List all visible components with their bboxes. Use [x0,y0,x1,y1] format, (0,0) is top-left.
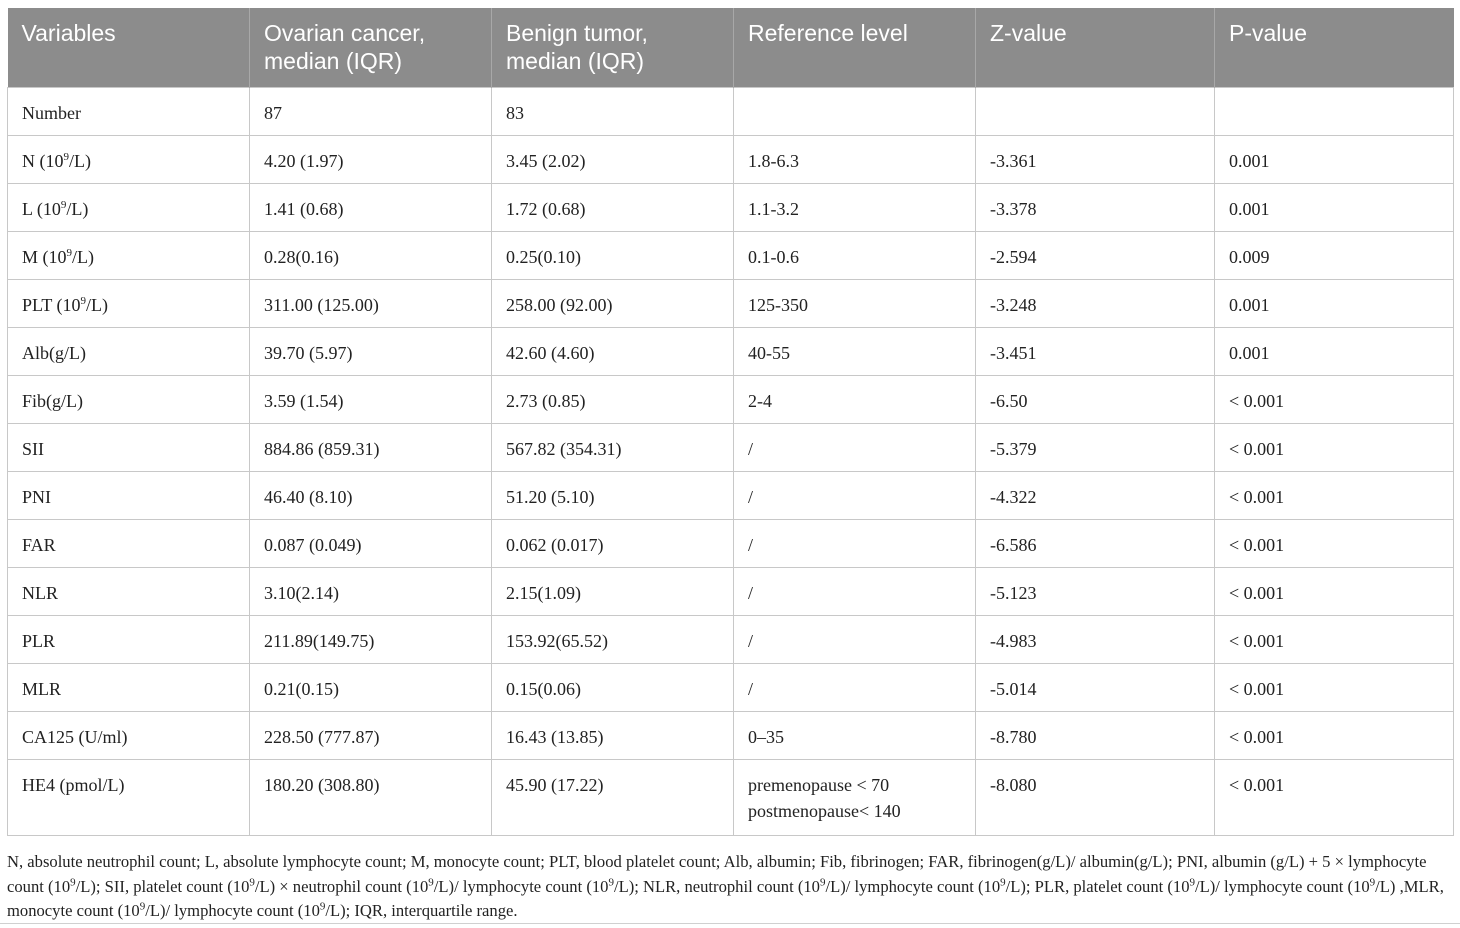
cell-benign [492,424,734,472]
cell-p [1215,760,1454,836]
cell-p-text: < 0.001 [1229,439,1285,459]
table-header [8,8,1454,88]
cell-ovarian [250,88,492,136]
table-row [8,472,1454,520]
cell-p-text: 0.001 [1229,151,1270,171]
header-ovarian-cancer: Ovarian cancer, median (IQR) [250,8,492,88]
cell-ovarian [250,760,492,836]
cell-ovarian-text: 211.89(149.75) [264,631,375,651]
header-p-value: P-value [1215,8,1454,88]
cell-benign [492,568,734,616]
cell-p-text: < 0.001 [1229,535,1285,555]
footnote-text: /L)/ lymphocyte count (10 [1195,876,1370,896]
cell-p [1215,520,1454,568]
cell-p [1215,328,1454,376]
cell-z-text: -6.586 [990,535,1037,555]
reference-line: 0.1-0.6 [748,247,799,267]
cell-reference [734,520,976,568]
variable-exponent: 9 [80,295,87,307]
cell-variable [8,616,250,664]
cell-benign-text: 45.90 (17.22) [506,775,604,795]
cell-z-text: -4.983 [990,631,1037,651]
footnote-text: /L)/ lymphocyte count (10 [825,876,1001,896]
table-row [8,88,1454,136]
table-row [8,232,1454,280]
cell-z-text: -2.594 [990,247,1037,267]
cell-ovarian-text: 4.20 (1.97) [264,151,344,171]
reference-line: / [748,679,754,699]
cell-p [1215,376,1454,424]
cell-ovarian-text: 1.41 (0.68) [264,199,344,219]
cell-p [1215,712,1454,760]
table-row [8,616,1454,664]
cell-variable [8,88,250,136]
table-row [8,136,1454,184]
cell-benign [492,376,734,424]
variable-name: PNI [22,487,52,507]
cell-benign [492,760,734,836]
footnote-exponent: 9 [819,875,826,888]
table-row [8,568,1454,616]
cell-p-text: 0.001 [1229,199,1270,219]
cell-reference [734,232,976,280]
variable-name: FAR [22,535,56,555]
footnote-text: /L) × neutrophil count (10 [254,876,429,896]
footnote-exponent: 9 [1189,875,1196,888]
reference-line: 1.1-3.2 [748,199,799,219]
footnote-exponent: 9 [1369,875,1376,888]
cell-z-text: -3.451 [990,343,1037,363]
cell-reference [734,616,976,664]
cell-p [1215,616,1454,664]
cell-ovarian [250,616,492,664]
cell-ovarian-text: 0.087 (0.049) [264,535,362,555]
table-row [8,712,1454,760]
cell-ovarian [250,664,492,712]
cell-reference [734,184,976,232]
cell-p [1215,232,1454,280]
cell-z-text: -8.780 [990,727,1037,747]
cell-ovarian-text: 0.28(0.16) [264,247,339,267]
cell-variable [8,760,250,836]
cell-p-text: 0.001 [1229,343,1270,363]
cell-ovarian [250,376,492,424]
bottom-divider [0,923,1460,924]
cell-ovarian [250,136,492,184]
cell-reference [734,712,976,760]
cell-benign-text: 0.062 (0.017) [506,535,604,555]
variable-unit: /L) [72,247,94,267]
cell-variable [8,520,250,568]
variable-unit: /L) [86,295,109,315]
header-row [8,8,1454,88]
cell-z [976,664,1215,712]
cell-p [1215,472,1454,520]
cell-variable [8,184,250,232]
cell-z [976,712,1215,760]
cell-reference [734,328,976,376]
reference-line: 40-55 [748,343,790,363]
reference-line: / [748,631,754,651]
cell-benign [492,280,734,328]
reference-line: 0–35 [748,727,784,747]
cell-p-text: < 0.001 [1229,775,1285,795]
cell-variable [8,568,250,616]
cell-z [976,328,1215,376]
cell-z-text: -3.361 [990,151,1037,171]
variable-name: L (10 [22,199,61,219]
cell-z [976,520,1215,568]
cell-p [1215,664,1454,712]
cell-p-text: < 0.001 [1229,679,1285,699]
cell-ovarian-text: 39.70 (5.97) [264,343,353,363]
header-reference-level: Reference level [734,8,976,88]
cell-p-text: < 0.001 [1229,631,1285,651]
cell-benign-text: 1.72 (0.68) [506,199,586,219]
cell-z-text: -6.50 [990,391,1028,411]
cell-z [976,424,1215,472]
cell-benign [492,520,734,568]
header-benign-tumor: Benign tumor, median (IQR) [492,8,734,88]
cell-z [976,184,1215,232]
cell-p [1215,136,1454,184]
cell-p-text: < 0.001 [1229,583,1285,603]
cell-ovarian [250,280,492,328]
header-variables: Variables [8,8,250,88]
cell-p [1215,88,1454,136]
table-row [8,760,1454,836]
footnote-text: /L)/ lymphocyte count (10 [145,901,320,920]
cell-reference [734,136,976,184]
cell-ovarian [250,184,492,232]
cell-benign-text: 2.73 (0.85) [506,391,586,411]
variable-name: HE4 (pmol/L) [22,775,125,795]
cell-variable [8,328,250,376]
cell-ovarian-text: 884.86 (859.31) [264,439,380,459]
results-table [7,8,1454,836]
cell-variable [8,376,250,424]
cell-z [976,568,1215,616]
cell-p-text: 0.009 [1229,247,1270,267]
cell-z [976,232,1215,280]
cell-benign-text: 0.25(0.10) [506,247,581,267]
variable-name: NLR [22,583,58,603]
footnote-text: /L)/ lymphocyte count (10 [433,876,609,896]
footnote-text: N, absolute neutrophil count; L, absolute lymphocyte count; M, monocyte count; PLT, blood platelet count; Alb, albumin; Fib, fibrinogen; FAR, fibrinogen(g/L)/ albumin(g/L); PNI, albumin (g/L) + 5 × lymphocyte count (10 [7,852,1427,896]
cell-p-text: < 0.001 [1229,487,1285,507]
cell-z [976,472,1215,520]
footnote-text: /L); SII, platelet count (10 [75,876,250,896]
variable-unit: /L) [66,199,89,219]
cell-z [976,616,1215,664]
cell-z-text: -4.322 [990,487,1037,507]
cell-z-text: -5.379 [990,439,1037,459]
cell-p-text: < 0.001 [1229,391,1285,411]
cell-reference [734,664,976,712]
cell-variable [8,424,250,472]
cell-reference [734,472,976,520]
variable-name: PLT (10 [22,295,81,315]
cell-variable [8,472,250,520]
variable-name: CA125 (U/ml) [22,727,128,747]
reference-line: 1.8-6.3 [748,151,799,171]
cell-z-text: -5.123 [990,583,1037,603]
cell-benign-text: 51.20 (5.10) [506,487,595,507]
cell-reference [734,376,976,424]
table-row [8,520,1454,568]
cell-z [976,88,1215,136]
footnote-text: /L); IQR, interquartile range. [325,901,518,920]
footnote-exponent: 9 [249,875,255,888]
cell-ovarian [250,520,492,568]
variable-exponent: 9 [63,151,69,163]
table-row [8,184,1454,232]
cell-benign [492,472,734,520]
cell-ovarian-text: 46.40 (8.10) [264,487,353,507]
variable-name: Number [22,103,81,123]
cell-benign [492,232,734,280]
cell-benign-text: 42.60 (4.60) [506,343,595,363]
variable-name: M (10 [22,247,67,267]
variable-name: PLR [22,631,56,651]
cell-benign-text: 0.15(0.06) [506,679,581,699]
cell-ovarian [250,712,492,760]
cell-benign [492,88,734,136]
variable-name: Fib(g/L) [22,391,83,411]
cell-reference [734,424,976,472]
variable-name: Alb(g/L) [22,343,86,363]
cell-benign-text: 153.92(65.52) [506,631,608,651]
cell-benign [492,184,734,232]
reference-line: premenopause < 70 [748,775,890,795]
reference-line-2: postmenopause< 140 [748,801,901,821]
cell-benign [492,712,734,760]
cell-ovarian [250,568,492,616]
cell-variable [8,136,250,184]
cell-benign-text: 2.15(1.09) [506,583,581,603]
reference-line: 2-4 [748,391,772,411]
footnote-exponent: 9 [608,875,614,888]
cell-ovarian-text: 180.20 (308.80) [264,775,380,795]
variable-unit: /L) [69,151,91,171]
variable-name: MLR [22,679,62,699]
cell-z [976,280,1215,328]
reference-line: / [748,535,754,555]
cell-variable [8,664,250,712]
table-body [8,88,1454,836]
cell-z [976,760,1215,836]
table-row [8,328,1454,376]
footnote-exponent: 9 [1000,875,1006,888]
cell-reference [734,760,976,836]
cell-benign-text: 83 [506,103,524,123]
reference-line: / [748,487,754,507]
variable-name: SII [22,439,44,459]
footnote-exponent: 9 [139,900,146,913]
results-table-container [7,8,1453,836]
cell-reference [734,88,976,136]
cell-z-text: -8.080 [990,775,1037,795]
cell-ovarian-text: 87 [264,103,282,123]
cell-p-text: < 0.001 [1229,727,1285,747]
reference-line: / [748,439,754,459]
cell-p [1215,568,1454,616]
cell-ovarian-text: 311.00 (125.00) [264,295,379,315]
cell-reference [734,568,976,616]
footnote-text: /L) ,MLR, monocyte count (10 [7,876,1444,920]
footnote-text: /L); NLR, neutrophil count (10 [613,876,820,896]
table-row [8,424,1454,472]
cell-benign-text: 258.00 (92.00) [506,295,613,315]
cell-ovarian [250,424,492,472]
cell-z [976,376,1215,424]
cell-benign-text: 567.82 (354.31) [506,439,622,459]
cell-z [976,136,1215,184]
cell-z-text: -5.014 [990,679,1037,699]
reference-line: 125-350 [748,295,808,315]
cell-benign [492,136,734,184]
table-row [8,280,1454,328]
footnote-exponent: 9 [428,875,434,888]
cell-ovarian [250,328,492,376]
cell-p [1215,424,1454,472]
cell-p [1215,280,1454,328]
cell-reference [734,280,976,328]
variable-exponent: 9 [60,199,67,211]
variable-exponent: 9 [66,247,72,259]
cell-ovarian-text: 0.21(0.15) [264,679,339,699]
cell-ovarian-text: 3.59 (1.54) [264,391,344,411]
footnote-exponent: 9 [319,900,326,913]
cell-benign-text: 16.43 (13.85) [506,727,604,747]
table-row [8,376,1454,424]
cell-benign [492,616,734,664]
cell-ovarian [250,472,492,520]
reference-line: / [748,583,754,603]
footnote-text: /L); PLR, platelet count (10 [1005,876,1190,896]
cell-benign [492,664,734,712]
header-z-value: Z-value [976,8,1215,88]
cell-variable [8,232,250,280]
cell-benign-text: 3.45 (2.02) [506,151,586,171]
cell-p-text: 0.001 [1229,295,1270,315]
table-footnote [7,850,1455,924]
cell-ovarian [250,232,492,280]
cell-benign [492,328,734,376]
cell-p [1215,184,1454,232]
cell-z-text: -3.378 [990,199,1037,219]
footnote-exponent: 9 [70,875,76,888]
table-row [8,664,1454,712]
cell-z-text: -3.248 [990,295,1037,315]
cell-variable [8,280,250,328]
cell-variable [8,712,250,760]
cell-ovarian-text: 3.10(2.14) [264,583,339,603]
cell-ovarian-text: 228.50 (777.87) [264,727,380,747]
variable-name: N (10 [22,151,64,171]
